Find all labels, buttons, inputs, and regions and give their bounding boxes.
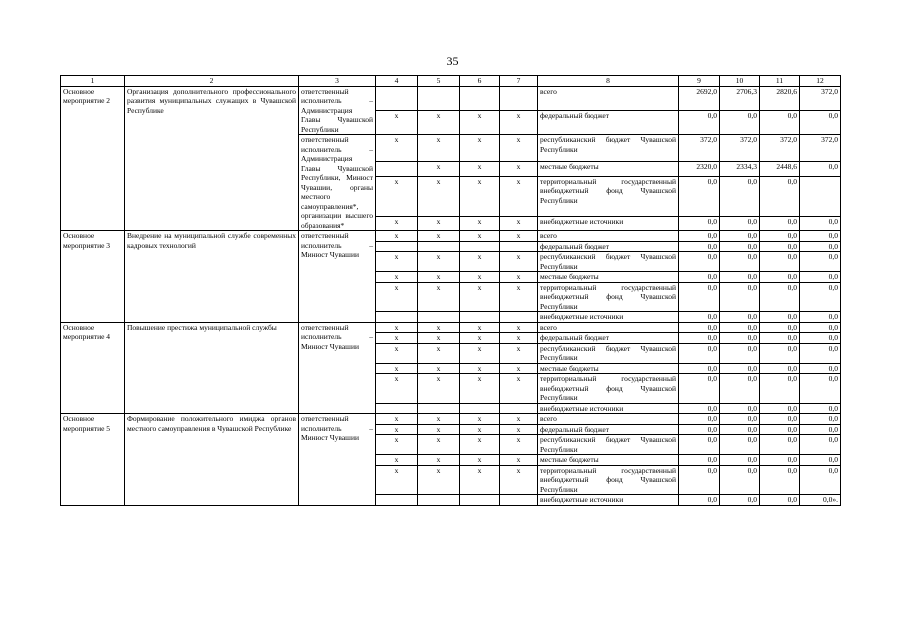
amount-cell: 0,0 [679, 252, 720, 272]
code-cell: x [460, 343, 500, 363]
amount-cell: 372,0 [679, 135, 720, 162]
amount-cell: 0,0 [679, 322, 720, 333]
header-cell: 10 [720, 76, 760, 87]
amount-cell: 0,0 [760, 231, 800, 242]
code-cell: x [500, 465, 538, 495]
amount-cell: 0,0 [679, 216, 720, 230]
code-cell [460, 495, 500, 506]
event-label: Основное мероприятие 4 [61, 322, 125, 414]
amount-cell: 372,0 [800, 86, 841, 110]
funding-source: местные бюджеты [538, 455, 679, 466]
table-row [61, 231, 841, 242]
funding-source: федеральный бюджет [538, 424, 679, 435]
amount-cell: 2334,3 [720, 162, 760, 176]
code-cell [500, 403, 538, 414]
amount-cell: 0,0 [800, 312, 841, 323]
code-cell: x [418, 374, 460, 404]
amount-cell: 0,0 [720, 465, 760, 495]
header-row [61, 76, 841, 87]
code-cell: x [500, 135, 538, 162]
amount-cell: 372,0 [760, 135, 800, 162]
code-cell: x [500, 231, 538, 242]
executor-cell: ответственный исполнитель – Администрация Главы Чувашской Республики, Минюст Чувашии, органы местного самоуправления*, организации высшего образования* [299, 135, 376, 231]
code-cell [418, 495, 460, 506]
code-cell: x [376, 424, 418, 435]
funding-source: местные бюджеты [538, 272, 679, 283]
amount-cell: 0,0 [800, 343, 841, 363]
code-cell [500, 495, 538, 506]
amount-cell: 0,0 [800, 322, 841, 333]
code-cell [418, 403, 460, 414]
amount-cell: 0,0 [760, 435, 800, 455]
code-cell: x [500, 333, 538, 344]
funding-source: республиканский бюджет Чувашской Республики [538, 435, 679, 455]
amount-cell: 0,0 [800, 374, 841, 404]
code-cell: x [500, 343, 538, 363]
amount-cell: 0,0 [679, 495, 720, 506]
code-cell: x [376, 272, 418, 283]
amount-cell: 0,0 [720, 455, 760, 466]
code-cell [460, 86, 500, 110]
code-cell: x [418, 465, 460, 495]
amount-cell: 0,0 [800, 403, 841, 414]
amount-cell: 0,0 [679, 343, 720, 363]
amount-cell: 2692,0 [679, 86, 720, 110]
amount-cell: 0,0 [800, 465, 841, 495]
funding-source: всего [538, 414, 679, 425]
amount-cell: 0,0 [800, 455, 841, 466]
amount-cell: 0,0 [760, 495, 800, 506]
funding-source: территориальный государственный внебюджетный фонд Чувашской Республики [538, 176, 679, 216]
funding-source: республиканский бюджет Чувашской Республики [538, 252, 679, 272]
code-cell: x [460, 374, 500, 404]
header-cell: 3 [299, 76, 376, 87]
page-number: 35 [446, 54, 459, 68]
amount-cell: 0,0 [679, 465, 720, 495]
code-cell: x [376, 231, 418, 242]
amount-cell: 0,0 [760, 241, 800, 252]
code-cell: x [418, 333, 460, 344]
executor-cell: ответственный исполнитель – Администрация Главы Чувашской Республики [299, 86, 376, 135]
code-cell [500, 86, 538, 110]
funding-source: территориальный государственный внебюджетный фонд Чувашской Республики [538, 465, 679, 495]
code-cell: x [460, 162, 500, 176]
amount-cell: 0,0 [720, 322, 760, 333]
amount-cell: 0,0 [760, 333, 800, 344]
code-cell: x [460, 110, 500, 134]
code-cell: x [376, 363, 418, 374]
amount-cell: 0,0 [800, 435, 841, 455]
executor-cell: ответственный исполнитель – Минюст Чувашии [299, 414, 376, 506]
funding-source: всего [538, 322, 679, 333]
table-row [61, 322, 841, 333]
funding-source: внебюджетные источники [538, 495, 679, 506]
amount-cell: 0,0 [720, 312, 760, 323]
financing-table [60, 75, 841, 506]
amount-cell: 0,0 [800, 333, 841, 344]
code-cell: x [500, 455, 538, 466]
amount-cell: 0,0 [720, 241, 760, 252]
funding-source: местные бюджеты [538, 363, 679, 374]
amount-cell: 0,0 [720, 333, 760, 344]
amount-cell: 0,0 [679, 435, 720, 455]
amount-cell: 0,0 [720, 403, 760, 414]
event-name: Внедрение на муниципальной службе современных кадровых технологий [125, 231, 299, 323]
event-label: Основное мероприятие 2 [61, 86, 125, 231]
funding-source: республиканский бюджет Чувашской Республики [538, 135, 679, 162]
code-cell: x [376, 216, 418, 230]
table-row [61, 414, 841, 425]
amount-cell: 0,0 [720, 495, 760, 506]
amount-cell: 0,0 [760, 252, 800, 272]
amount-cell: 0,0». [800, 495, 841, 506]
code-cell: x [418, 343, 460, 363]
amount-cell: 0,0 [800, 241, 841, 252]
funding-source: внебюджетные источники [538, 312, 679, 323]
amount-cell: 0,0 [800, 282, 841, 312]
amount-cell: 0,0 [800, 363, 841, 374]
amount-cell: 0,0 [679, 374, 720, 404]
code-cell: x [376, 374, 418, 404]
amount-cell: 372,0 [800, 135, 841, 162]
amount-cell: 0,0 [760, 176, 800, 216]
amount-cell: 2706,3 [720, 86, 760, 110]
code-cell: x [460, 231, 500, 242]
amount-cell: 0,0 [679, 176, 720, 216]
code-cell [418, 241, 460, 252]
event-name: Формирование положительного имиджа органов местного самоуправления в Чувашской Республике [125, 414, 299, 506]
amount-cell: 0,0 [720, 374, 760, 404]
amount-cell: 0,0 [679, 272, 720, 283]
header-cell: 12 [800, 76, 841, 87]
header-cell: 11 [760, 76, 800, 87]
amount-cell: 0,0 [679, 333, 720, 344]
table-row [61, 86, 841, 110]
code-cell: x [460, 424, 500, 435]
funding-source: местные бюджеты [538, 162, 679, 176]
code-cell: x [376, 333, 418, 344]
amount-cell: 0,0 [679, 414, 720, 425]
header-cell: 1 [61, 76, 125, 87]
code-cell: x [418, 110, 460, 134]
code-cell: x [500, 414, 538, 425]
code-cell [460, 312, 500, 323]
code-cell: x [418, 363, 460, 374]
funding-source: федеральный бюджет [538, 333, 679, 344]
funding-source: территориальный государственный внебюджетный фонд Чувашской Республики [538, 374, 679, 404]
code-cell: x [460, 252, 500, 272]
amount-cell: 0,0 [760, 110, 800, 134]
code-cell: x [500, 272, 538, 283]
amount-cell: 0,0 [760, 216, 800, 230]
code-cell: x [418, 455, 460, 466]
amount-cell: 0,0 [679, 363, 720, 374]
amount-cell: 0,0 [720, 176, 760, 216]
code-cell: x [460, 282, 500, 312]
amount-cell: 0,0 [679, 110, 720, 134]
executor-cell: ответственный исполнитель – Минюст Чувашии [299, 231, 376, 323]
header-cell: 5 [418, 76, 460, 87]
code-cell: x [376, 343, 418, 363]
event-label: Основное мероприятие 5 [61, 414, 125, 506]
code-cell [376, 495, 418, 506]
code-cell: x [460, 322, 500, 333]
amount-cell: 0,0 [720, 424, 760, 435]
amount-cell: 0,0 [760, 343, 800, 363]
code-cell: x [500, 282, 538, 312]
code-cell [500, 312, 538, 323]
code-cell [376, 312, 418, 323]
code-cell: x [376, 176, 418, 216]
amount-cell: 0,0 [679, 424, 720, 435]
code-cell [460, 241, 500, 252]
code-cell: x [460, 465, 500, 495]
amount-cell: 0,0 [720, 216, 760, 230]
header-cell: 4 [376, 76, 418, 87]
funding-source: республиканский бюджет Чувашской Республики [538, 343, 679, 363]
amount-cell: 0,0 [800, 231, 841, 242]
code-cell: x [418, 424, 460, 435]
amount-cell: 0,0 [720, 363, 760, 374]
code-cell: x [460, 363, 500, 374]
amount-cell: 0,0 [720, 282, 760, 312]
event-label: Основное мероприятие 3 [61, 231, 125, 323]
code-cell: x [376, 252, 418, 272]
amount-cell: 0,0 [760, 424, 800, 435]
amount-cell: 0,0 [800, 110, 841, 134]
amount-cell: 0,0 [679, 403, 720, 414]
funding-source: всего [538, 86, 679, 110]
code-cell: x [418, 252, 460, 272]
amount-cell: 372,0 [720, 135, 760, 162]
code-cell: x [460, 333, 500, 344]
code-cell [460, 403, 500, 414]
code-cell [376, 403, 418, 414]
amount-cell: 0,0 [720, 435, 760, 455]
amount-cell: 0,0 [760, 403, 800, 414]
code-cell: x [500, 363, 538, 374]
event-name: Повышение престижа муниципальной службы [125, 322, 299, 414]
funding-source: федеральный бюджет [538, 241, 679, 252]
code-cell: x [376, 435, 418, 455]
header-cell: 7 [500, 76, 538, 87]
code-cell: x [376, 110, 418, 134]
code-cell: x [460, 216, 500, 230]
code-cell: x [376, 282, 418, 312]
executor-cell: ответственный исполнитель – Минюст Чувашии [299, 322, 376, 414]
code-cell [376, 162, 418, 176]
amount-cell: 0,0 [720, 414, 760, 425]
amount-cell: 0,0 [720, 252, 760, 272]
amount-cell: 0,0 [679, 241, 720, 252]
code-cell: x [460, 176, 500, 216]
funding-source: территориальный государственный внебюджетный фонд Чувашской Республики [538, 282, 679, 312]
code-cell: x [376, 135, 418, 162]
funding-source: внебюджетные источники [538, 403, 679, 414]
code-cell: x [376, 465, 418, 495]
code-cell: x [418, 162, 460, 176]
code-cell: x [500, 110, 538, 134]
code-cell: x [376, 455, 418, 466]
code-cell: x [460, 135, 500, 162]
code-cell: x [460, 455, 500, 466]
code-cell: x [500, 162, 538, 176]
header-cell: 2 [125, 76, 299, 87]
amount-cell: 0,0 [760, 414, 800, 425]
amount-cell: 0,0 [720, 231, 760, 242]
header-cell: 6 [460, 76, 500, 87]
amount-cell: 0,0 [679, 231, 720, 242]
code-cell [418, 86, 460, 110]
code-cell [376, 241, 418, 252]
code-cell [418, 312, 460, 323]
code-cell: x [418, 282, 460, 312]
code-cell: x [376, 322, 418, 333]
amount-cell: 2448,6 [760, 162, 800, 176]
amount-cell: 0,0 [760, 312, 800, 323]
code-cell: x [500, 435, 538, 455]
amount-cell: 0,0 [679, 282, 720, 312]
code-cell: x [418, 322, 460, 333]
amount-cell: 0,0 [760, 272, 800, 283]
code-cell: x [418, 135, 460, 162]
amount-cell: 0,0 [800, 252, 841, 272]
amount-cell: 0,0 [800, 216, 841, 230]
amount-cell: 0,0 [760, 322, 800, 333]
code-cell: x [500, 374, 538, 404]
funding-source: федеральный бюджет [538, 110, 679, 134]
amount-cell: 0,0 [760, 374, 800, 404]
header-cell: 8 [538, 76, 679, 87]
amount-cell: 0,0 [679, 312, 720, 323]
code-cell: x [418, 231, 460, 242]
amount-cell: 0,0 [720, 272, 760, 283]
amount-cell: 2820,6 [760, 86, 800, 110]
code-cell [376, 86, 418, 110]
event-name: Организация дополнительного профессионального развития муниципальных служащих в Чувашской Республике [125, 86, 299, 231]
funding-source: внебюджетные источники [538, 216, 679, 230]
code-cell: x [500, 176, 538, 216]
amount-cell: 0,0 [800, 414, 841, 425]
amount-cell: 0,0 [760, 363, 800, 374]
funding-source: всего [538, 231, 679, 242]
amount-cell: 0,0 [800, 162, 841, 176]
amount-cell: 0,0 [720, 343, 760, 363]
code-cell: x [418, 435, 460, 455]
amount-cell: 0,0 [760, 465, 800, 495]
amount-cell [800, 176, 841, 216]
header-cell: 9 [679, 76, 720, 87]
amount-cell: 0,0 [679, 455, 720, 466]
amount-cell: 0,0 [760, 455, 800, 466]
code-cell [500, 241, 538, 252]
code-cell: x [460, 272, 500, 283]
amount-cell: 0,0 [800, 272, 841, 283]
code-cell: x [500, 252, 538, 272]
code-cell: x [376, 414, 418, 425]
amount-cell: 2320,0 [679, 162, 720, 176]
code-cell: x [418, 216, 460, 230]
amount-cell: 0,0 [760, 282, 800, 312]
code-cell: x [418, 176, 460, 216]
code-cell: x [500, 216, 538, 230]
code-cell: x [500, 322, 538, 333]
code-cell: x [418, 414, 460, 425]
code-cell: x [460, 435, 500, 455]
amount-cell: 0,0 [720, 110, 760, 134]
code-cell: x [500, 424, 538, 435]
code-cell: x [460, 414, 500, 425]
amount-cell: 0,0 [800, 424, 841, 435]
code-cell: x [418, 272, 460, 283]
